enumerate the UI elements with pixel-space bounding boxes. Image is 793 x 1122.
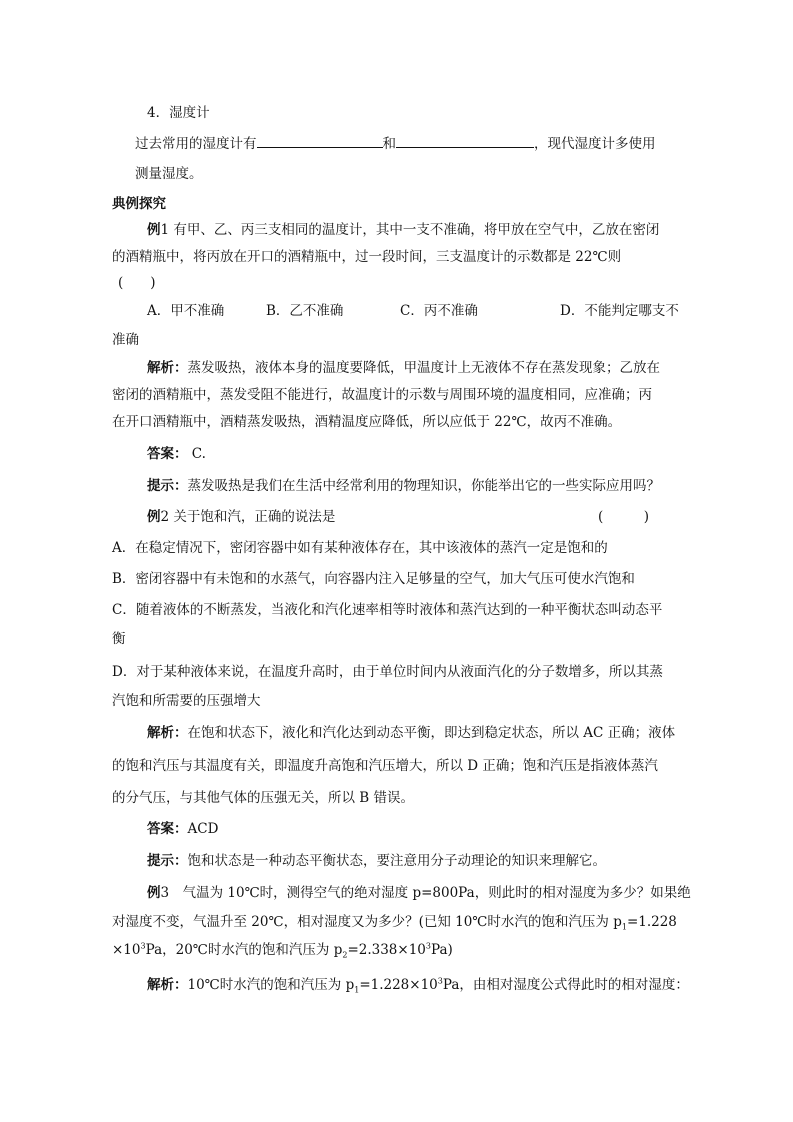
fill-blank-2[interactable] [396, 135, 534, 148]
ex3-stem-text-3a: ×10 [112, 942, 141, 958]
ex2-analysis-line-1 [147, 723, 675, 743]
ex2-analysis-line-3: 的分气压，与其他气体的压强无关，所以 B 错误。 [112, 790, 415, 806]
ex3-superscript-1: 3 [140, 941, 146, 951]
ex3-analysis-superscript: 3 [437, 976, 443, 986]
ex3-subscript-2: 2 [342, 950, 348, 960]
ex1-stem-line-1 [147, 220, 659, 240]
ex3-stem-line-3 [112, 940, 453, 960]
ex3-stem-text-3c: =2.338×10 [347, 942, 426, 958]
section-title: 4．湿度计 [147, 105, 210, 121]
ex3-stem-text-3d: Pa) [430, 942, 453, 958]
ex2-answer-label: 答案： [147, 821, 188, 837]
hygrometer-text-a: 过去常用的湿度计有 [135, 136, 257, 152]
ex2-label: 例 [147, 509, 161, 525]
ex2-option-a: A．在稳定情况下，密闭容器中如有某种液体存在，其中该液体的蒸汽一定是饱和的 [112, 540, 608, 556]
ex2-option-d-cont: 汽饱和所需要的压强增大 [112, 693, 261, 709]
ex3-superscript-2: 3 [425, 941, 431, 951]
ex1-answer-label: 答案： [147, 446, 188, 462]
ex3-stem-text: 气温为 10℃时，测得空气的绝对湿度 p=800Pa，则此时的相对湿度为多少？如果绝 [169, 885, 691, 901]
ex1-analysis-line-1 [147, 358, 660, 378]
ex3-analysis-line [147, 975, 689, 995]
ex1-answer-line [147, 444, 206, 464]
ex2-option-c-cont: 衡 [112, 631, 126, 647]
ex3-number: 3 [160, 885, 170, 901]
ex1-answer-value: C. [191, 446, 206, 462]
ex3-stem-line-1 [147, 883, 691, 903]
ex3-analysis-text-b: =1.228×10 [359, 977, 438, 993]
hygrometer-text-b: 和 [382, 136, 396, 152]
ex1-hint-text: 蒸发吸热是我们在生活中经常利用的物理知识，你能举出它的一些实际应用吗？ [187, 478, 660, 494]
ex2-stem-text: 2 关于饱和汽，正确的说法是 [160, 509, 336, 525]
ex3-stem-text-3b: Pa，20℃时水汽的饱和汽压为 p [145, 942, 343, 958]
ex1-analysis-line-3: 在开口酒精瓶中，酒精蒸发吸热，酒精温度应降低，所以应低于 22℃，故丙不准确。 [112, 414, 622, 430]
ex3-analysis-label: 解析： [147, 977, 188, 993]
hygrometer-line-2: 测量湿度。 [135, 166, 203, 182]
ex2-hint-text: 饱和状态是一种动态平衡状态，要注意用分子动理论的知识来理解它。 [187, 853, 606, 869]
fill-blank-1[interactable] [257, 135, 383, 148]
hygrometer-line-1 [135, 134, 656, 154]
ex3-subscript-1: 1 [621, 922, 627, 932]
ex1-option-a: A．甲不准确 [147, 303, 225, 319]
ex1-hint-label: 提示： [147, 478, 188, 494]
ex2-answer-paren: ( ) [598, 509, 650, 525]
ex2-stem-line [147, 507, 335, 527]
ex2-analysis-line-2: 的饱和汽压与其温度有关，即温度升高饱和汽压增大，所以 D 正确；饱和汽压是指液体蒸汽 [112, 758, 658, 774]
ex3-stem-line-2 [112, 912, 677, 932]
ex1-option-c: C．丙不准确 [400, 303, 478, 319]
ex3-analysis-text-c: Pa，由相对湿度公式得此时的相对湿度： [442, 977, 689, 993]
ex1-label: 例 [147, 222, 161, 238]
ex3-stem-text-2: 对湿度不变，气温升至 20℃，相对湿度又为多少？(已知 10℃时水汽的饱和汽压为 p [112, 914, 622, 930]
ex1-number: 1 [160, 222, 170, 238]
ex1-analysis-label: 解析： [147, 360, 188, 376]
ex1-option-d-cont: 准确 [112, 332, 139, 348]
ex1-option-d: D．不能判定哪支不 [560, 303, 679, 319]
ex2-analysis-text: 在饱和状态下，液化和汽化达到动态平衡，即达到稳定状态，所以 AC 正确；液体 [187, 725, 676, 741]
ex3-analysis-subscript: 1 [354, 985, 360, 995]
ex1-option-b: B．乙不准确 [266, 303, 344, 319]
ex1-stem-line-2: 的酒精瓶中，将丙放在开口的酒精瓶中，过一段时间，三支温度计的示数都是 22℃则 [112, 249, 622, 265]
ex2-option-c: C．随着液体的不断蒸发，当液化和汽化速率相等时液体和蒸汽达到的一种平衡状态叫动态平 [112, 602, 663, 618]
ex2-hint-line [147, 851, 606, 871]
ex2-option-d: D．对于某种液体来说，在温度升高时，由于单位时间内从液面汽化的分子数增多，所以其蒸 [112, 664, 663, 680]
ex1-analysis-line-2: 密闭的酒精瓶中，蒸发受阻不能进行，故温度计的示数与周围环境的温度相同，应准确；丙 [112, 387, 652, 403]
ex1-stem-text: 有甲、乙、丙三支相同的温度计，其中一支不准确，将甲放在空气中，乙放在密闭 [173, 222, 660, 238]
ex3-stem-text-2-end: =1.228 [626, 914, 677, 930]
section-heading: 典例探究 [112, 196, 166, 212]
ex1-analysis-text: 蒸发吸热，液体本身的温度要降低，甲温度计上无液体不存在蒸发现象；乙放在 [187, 360, 660, 376]
ex2-answer-line [147, 819, 218, 839]
ex3-label: 例 [147, 885, 161, 901]
ex2-hint-label: 提示： [147, 853, 188, 869]
hygrometer-text-c: ，现代湿度计多使用 [534, 136, 656, 152]
ex2-analysis-label: 解析： [147, 725, 188, 741]
ex1-hint-line [147, 476, 660, 496]
ex2-option-b: B．密闭容器中有未饱和的水蒸气，向容器内注入足够量的空气，加大气压可使水汽饱和 [112, 571, 635, 587]
ex1-answer-paren: ( ) [118, 275, 156, 291]
ex3-analysis-text-a: 10℃时水汽的饱和汽压为 p [187, 977, 355, 993]
ex2-answer-value: ACD [187, 821, 219, 837]
